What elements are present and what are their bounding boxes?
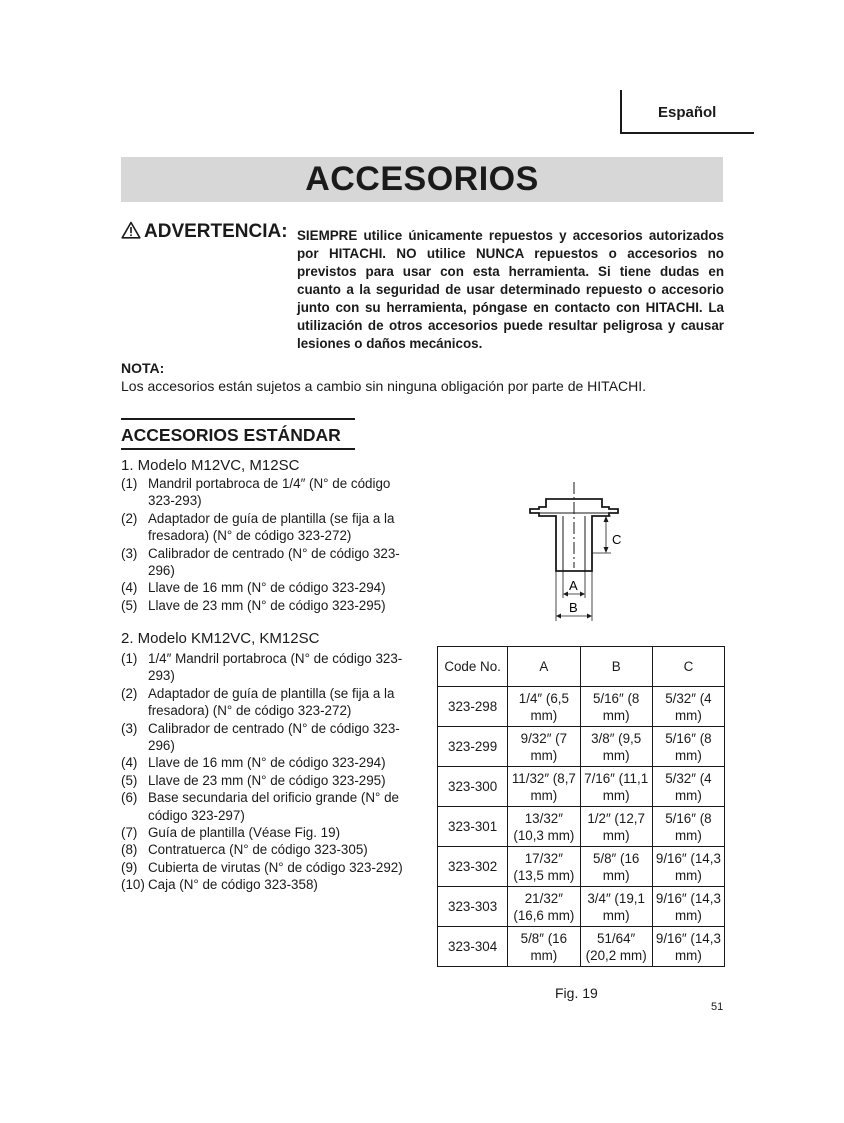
table-row xyxy=(438,687,725,727)
warning-triangle-icon xyxy=(121,221,141,239)
template-guide-diagram xyxy=(500,478,640,628)
list-item xyxy=(121,685,403,720)
item-text: Llave de 23 mm (N° de código 323-295) xyxy=(148,772,386,788)
item-text: Llave de 16 mm (N° de código 323-294) xyxy=(148,580,386,596)
table-row xyxy=(438,807,725,847)
cell-a: 21/32″ (16,6 mm) xyxy=(508,887,580,927)
page-title: ACCESORIOS xyxy=(305,160,539,198)
item-number: (2) xyxy=(121,510,138,526)
language-tab xyxy=(620,90,754,134)
warning-heading xyxy=(121,221,288,243)
cell-c: 9/16″ (14,3 mm) xyxy=(652,847,724,887)
list-item xyxy=(121,720,403,755)
cell-a: 9/32″ (7 mm) xyxy=(508,727,580,767)
cell-code: 323-299 xyxy=(438,727,508,767)
page-title-bar xyxy=(121,157,723,202)
table-row xyxy=(438,927,725,967)
item-number: (1) xyxy=(121,651,138,666)
header-c: C xyxy=(652,647,724,687)
item-number: (7) xyxy=(121,825,138,841)
cell-code: 323-302 xyxy=(438,847,508,887)
list-item xyxy=(121,859,403,876)
warning-label: ADVERTENCIA: xyxy=(144,221,288,242)
cell-code: 323-298 xyxy=(438,687,508,727)
cell-c: 5/32″ (4 mm) xyxy=(652,767,724,807)
item-text: Adaptador de guía de plantilla (se fija a la fresadora) (N° de código 323-272) xyxy=(148,685,395,719)
model-1-list xyxy=(121,475,403,614)
language-label: Español xyxy=(658,104,717,121)
note-text: Los accesorios están sujetos a cambio sin ninguna obligación por parte de HITACHI. xyxy=(121,378,647,394)
item-number: (5) xyxy=(121,597,138,613)
note-label: NOTA: xyxy=(121,360,165,376)
item-number: (3) xyxy=(121,545,138,561)
item-text: Guía de plantilla (Véase Fig. 19) xyxy=(148,825,341,841)
item-number: (4) xyxy=(121,755,138,771)
cell-a: 5/8″ (16 mm) xyxy=(508,927,580,967)
item-text: Mandril portabroca de 1/4″ (N° de código 323-293) xyxy=(148,476,391,509)
list-item xyxy=(121,650,403,685)
section-rule-bottom xyxy=(121,448,355,450)
cell-a: 13/32″ (10,3 mm) xyxy=(508,807,580,847)
item-number: (9) xyxy=(121,859,138,875)
cell-b: 5/16″ (8 mm) xyxy=(580,687,652,727)
list-item xyxy=(121,597,403,614)
header-a: A xyxy=(508,647,580,687)
item-text: Calibrador de centrado (N° de código 323-296) xyxy=(148,545,400,579)
item-number: (2) xyxy=(121,685,138,701)
header-code-no: Code No. xyxy=(438,647,508,687)
model-2-list xyxy=(121,650,403,894)
guide-dimensions-table xyxy=(437,646,725,967)
list-item xyxy=(121,789,403,824)
cell-b: 51/64″ (20,2 mm) xyxy=(580,927,652,967)
cell-c: 9/16″ (14,3 mm) xyxy=(652,887,724,927)
cell-b: 7/16″ (11,1 mm) xyxy=(580,767,652,807)
item-text: Adaptador de guía de plantilla (se fija a la fresadora) (N° de código 323-272) xyxy=(148,510,395,544)
cell-b: 1/2″ (12,7 mm) xyxy=(580,807,652,847)
item-number: (3) xyxy=(121,720,138,736)
item-text: Llave de 23 mm (N° de código 323-295) xyxy=(148,597,386,613)
item-number: (8) xyxy=(121,842,138,858)
cell-b: 3/4″ (19,1 mm) xyxy=(580,887,652,927)
item-text: Contratuerca (N° de código 323-305) xyxy=(148,842,368,858)
dim-b-label: B xyxy=(569,600,578,615)
item-text: 1/4″ Mandril portabroca (N° de código 323-293) xyxy=(148,651,403,684)
list-item xyxy=(121,545,403,580)
cell-b: 3/8″ (9,5 mm) xyxy=(580,727,652,767)
item-text: Cubierta de virutas (N° de código 323-292) xyxy=(148,859,403,875)
item-text: Calibrador de centrado (N° de código 323-296) xyxy=(148,720,400,754)
list-item xyxy=(121,824,403,841)
item-number: (6) xyxy=(121,790,138,806)
cell-c: 9/16″ (14,3 mm) xyxy=(652,927,724,967)
cell-b: 5/8″ (16 mm) xyxy=(580,847,652,887)
list-item xyxy=(121,772,403,789)
cell-c: 5/16″ (8 mm) xyxy=(652,727,724,767)
item-text: Base secundaria del orificio grande (N° de código 323-297) xyxy=(148,790,399,823)
cell-a: 1/4″ (6,5 mm) xyxy=(508,687,580,727)
figure-caption: Fig. 19 xyxy=(555,985,598,1001)
cell-c: 5/32″ (4 mm) xyxy=(652,687,724,727)
list-item xyxy=(121,876,403,893)
item-number: (1) xyxy=(121,476,138,491)
dim-a-label: A xyxy=(569,578,578,593)
list-item xyxy=(121,841,403,858)
item-number: (10) xyxy=(121,877,145,893)
list-item xyxy=(121,510,403,545)
list-item xyxy=(121,475,403,510)
header-b: B xyxy=(580,647,652,687)
item-text: Llave de 16 mm (N° de código 323-294) xyxy=(148,755,386,771)
list-item xyxy=(121,579,403,596)
cell-a: 11/32″ (8,7 mm) xyxy=(508,767,580,807)
table-row xyxy=(438,727,725,767)
list-item xyxy=(121,754,403,771)
table-header-row xyxy=(438,647,725,687)
section-title: ACCESORIOS ESTÁNDAR xyxy=(121,425,341,445)
dim-c-label: C xyxy=(612,532,622,547)
cell-code: 323-301 xyxy=(438,807,508,847)
item-number: (5) xyxy=(121,772,138,788)
table-row xyxy=(438,847,725,887)
model-1-heading: 1. Modelo M12VC, M12SC xyxy=(121,457,300,474)
cell-code: 323-300 xyxy=(438,767,508,807)
section-rule-top xyxy=(121,418,355,420)
cell-code: 323-304 xyxy=(438,927,508,967)
cell-c: 5/16″ (8 mm) xyxy=(652,807,724,847)
item-number: (4) xyxy=(121,580,138,596)
table-row xyxy=(438,767,725,807)
item-text: Caja (N° de código 323-358) xyxy=(148,877,318,893)
cell-a: 17/32″ (13,5 mm) xyxy=(508,847,580,887)
cell-code: 323-303 xyxy=(438,887,508,927)
table-row xyxy=(438,887,725,927)
model-2-heading: 2. Modelo KM12VC, KM12SC xyxy=(121,630,320,647)
warning-text: SIEMPRE utilice únicamente repuestos y accesorios autorizados por HITACHI. NO utilice NUNCA repuestos o accesorios no previstos para usar con esta herramienta. Si tiene dudas en cuanto a la seguridad de usar determinado repuesto o accesorio junto con su herramienta, póngase en contacto con HITACHI. La utilización de otros accesorios puede resultar peligrosa y causar lesiones o daños mecánicos. xyxy=(297,228,724,351)
page-number: 51 xyxy=(711,1001,724,1013)
